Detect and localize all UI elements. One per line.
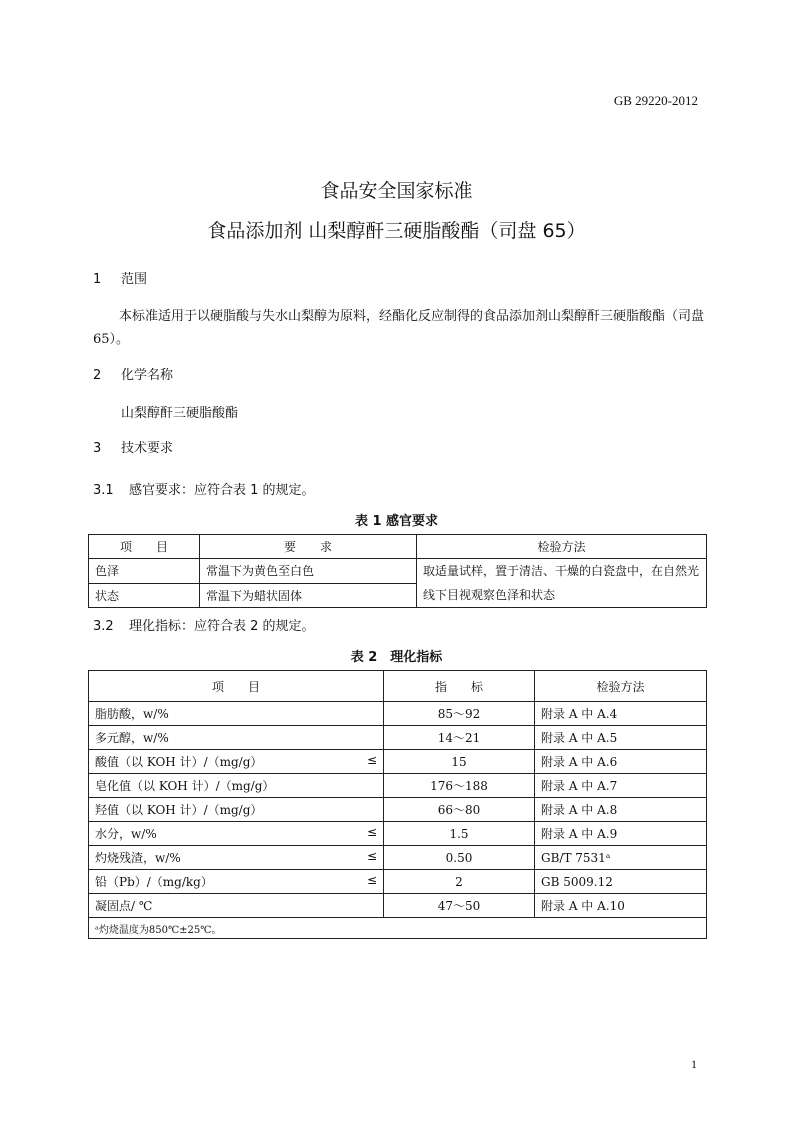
- section-title: 理化指标：应符合表 2 的规定。: [129, 619, 315, 634]
- cell-item: [89, 894, 384, 918]
- table-row: [89, 894, 707, 918]
- cell-item: 色泽: [89, 559, 200, 584]
- cell-method: 附录 A 中 A.9: [535, 822, 707, 846]
- table-header-row: [89, 671, 707, 702]
- section-number: 3: [93, 441, 102, 456]
- cell-item: [89, 750, 384, 774]
- section-3-heading: [93, 437, 173, 456]
- cell-method: 附录 A 中 A.8: [535, 798, 707, 822]
- cell-value: 0.50: [384, 846, 535, 870]
- cell-value: 176～188: [384, 774, 535, 798]
- cell-item: 状态: [89, 583, 200, 608]
- table-1-caption: 表 1 感官要求: [354, 514, 439, 529]
- cell-requirement: 常温下为蜡状固体: [200, 583, 417, 608]
- table-footnote-row: [89, 918, 707, 939]
- section-number: 1: [93, 272, 102, 287]
- section-title: 感官要求：应符合表 1 的规定。: [129, 483, 315, 498]
- cell-item: [89, 870, 384, 894]
- section-number: 3.2: [93, 619, 114, 634]
- table-row: [89, 559, 707, 584]
- section-2-text: 山梨醇酐三硬脂酸酯: [121, 406, 239, 421]
- less-equal-sign: ≤: [366, 753, 377, 767]
- physicochemical-indicators-table: [88, 670, 707, 939]
- cell-value: 1.5: [384, 822, 535, 846]
- cell-item: [89, 726, 384, 750]
- table-header-row: [89, 535, 707, 559]
- item-label: 灼烧残渣，w/%: [95, 851, 181, 865]
- section-3-1-heading: [93, 479, 315, 498]
- cell-method: 附录 A 中 A.10: [535, 894, 707, 918]
- cell-value: 15: [384, 750, 535, 774]
- table-row: [89, 846, 707, 870]
- table-row: [89, 774, 707, 798]
- cell-method: GB 5009.12: [535, 870, 707, 894]
- cell-item: [89, 774, 384, 798]
- item-label: 铅（Pb）/（mg/kg）: [95, 875, 213, 889]
- item-label: 脂肪酸，w/%: [95, 707, 169, 721]
- item-label: 酸值（以 KOH 计）/（mg/g）: [95, 755, 263, 769]
- section-title: 范围: [121, 272, 148, 287]
- table-row: [89, 822, 707, 846]
- document-subtitle: 食品添加剂 山梨醇酐三硬脂酸酯（司盘 65）: [207, 220, 586, 242]
- cell-value: 66～80: [384, 798, 535, 822]
- document-title: 食品安全国家标准: [320, 180, 473, 202]
- table-row: [89, 870, 707, 894]
- cell-method: 取适量试样，置于清洁、干燥的白瓷盘中，在自然光线下目视观察色泽和状态: [417, 559, 707, 608]
- item-label: 多元醇，w/%: [95, 731, 169, 745]
- section-1-heading: [93, 268, 147, 287]
- cell-item: [89, 798, 384, 822]
- table-row: [89, 750, 707, 774]
- section-3-2-heading: [93, 615, 315, 634]
- cell-value: 2: [384, 870, 535, 894]
- standard-number: GB 29220-2012: [613, 93, 698, 108]
- cell-requirement: 常温下为黄色至白色: [200, 559, 417, 584]
- header-method: 检验方法: [417, 535, 707, 559]
- section-number: 3.1: [93, 483, 114, 498]
- header-item: 项 目: [89, 535, 200, 559]
- cell-method: 附录 A 中 A.4: [535, 702, 707, 726]
- section-1-text: 本标准适用于以硬脂酸与失水山梨醇为原料，经酯化反应制得的食品添加剂山梨醇酐三硬脂酸酯（司盘 65）。: [93, 309, 705, 347]
- cell-item: [89, 846, 384, 870]
- page-number: 1: [691, 1057, 697, 1071]
- less-equal-sign: ≤: [366, 849, 377, 863]
- table-2-caption: 表 2 理化指标: [350, 650, 443, 665]
- cell-value: 47～50: [384, 894, 535, 918]
- section-number: 2: [93, 368, 102, 383]
- less-equal-sign: ≤: [366, 825, 377, 839]
- item-label: 凝固点/ ℃: [95, 899, 153, 913]
- item-label: 羟值（以 KOH 计）/（mg/g）: [95, 803, 263, 817]
- section-title: 化学名称: [121, 368, 174, 383]
- section-2-heading: [93, 364, 173, 383]
- cell-method: 附录 A 中 A.6: [535, 750, 707, 774]
- table-row: [89, 798, 707, 822]
- cell-method: 附录 A 中 A.7: [535, 774, 707, 798]
- cell-value: 14～21: [384, 726, 535, 750]
- cell-method: GB/T 7531ᵃ: [535, 846, 707, 870]
- header-method: 检验方法: [535, 671, 707, 702]
- table-footnote: ᵃ灼烧温度为850℃±25℃。: [89, 918, 707, 939]
- item-label: 水分，w/%: [95, 827, 157, 841]
- section-title: 技术要求: [121, 441, 174, 456]
- cell-item: [89, 822, 384, 846]
- cell-item: [89, 702, 384, 726]
- header-indicator: 指 标: [384, 671, 535, 702]
- less-equal-sign: ≤: [366, 873, 377, 887]
- table-row: [89, 702, 707, 726]
- header-requirement: 要 求: [200, 535, 417, 559]
- item-label: 皂化值（以 KOH 计）/（mg/g）: [95, 779, 275, 793]
- table-row: [89, 726, 707, 750]
- cell-value: 85～92: [384, 702, 535, 726]
- cell-method: 附录 A 中 A.5: [535, 726, 707, 750]
- header-item: 项 目: [89, 671, 384, 702]
- sensory-requirements-table: [88, 534, 707, 608]
